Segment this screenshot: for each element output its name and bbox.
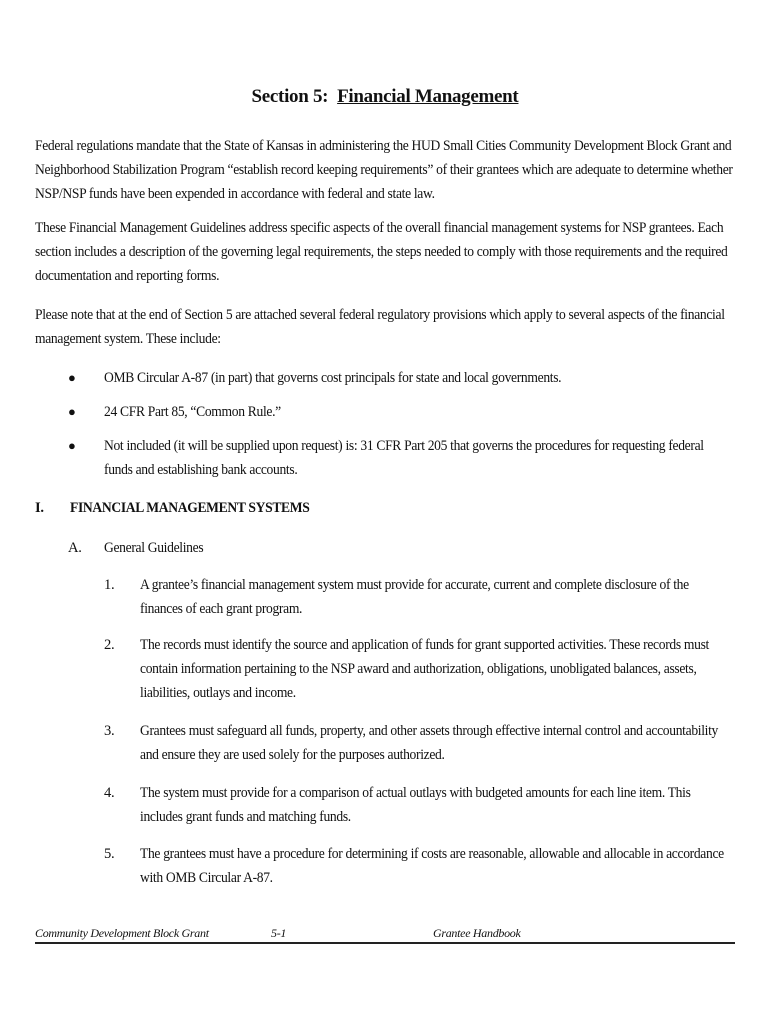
item-number: 4. xyxy=(104,785,115,801)
section-number: I. xyxy=(35,500,44,516)
footer-page-number: 5-1 xyxy=(271,926,287,940)
bullet-text: Not included (it will be supplied upon request) is: 31 CFR Part 205 that governs the procedures for requesting federal funds and establishing bank accounts. xyxy=(104,438,704,478)
bullet-text: OMB Circular A-87 (in part) that governs cost principals for state and local governments. xyxy=(104,370,562,386)
footer-left: Community Development Block Grant xyxy=(35,926,209,940)
title-prefix: Section 5: xyxy=(251,86,329,107)
guidelines-paragraph: These Financial Management Guidelines address specific aspects of the overall financial management systems for NSP grantees. Each section includes a description of the governing legal requirements, the steps needed to comply with those requirements and the required documentation and reporting forms. xyxy=(35,220,728,284)
item-number: 3. xyxy=(104,723,115,739)
footer-right: Grantee Handbook xyxy=(433,926,521,940)
bullet-icon: ● xyxy=(68,370,76,385)
page-title xyxy=(0,86,770,108)
intro-paragraph: Federal regulations mandate that the State of Kansas in administering the HUD Small Cities Community Development Block Grant and Neighborhood Stabilization Program “establish record keeping requirements” of their grantees which are adequate to determine whether NSP/NSP funds have been expended in accordance with federal and state law. xyxy=(35,138,733,202)
page-footer xyxy=(35,926,735,942)
footer-divider xyxy=(35,942,735,944)
bullet-icon: ● xyxy=(68,438,76,453)
item-text: A grantee’s financial management system must provide for accurate, current and complete disclosure of the finances of each grant program. xyxy=(140,577,689,617)
item-number: 5. xyxy=(104,846,115,862)
section-title: FINANCIAL MANAGEMENT SYSTEMS xyxy=(70,500,310,516)
subsection-letter: A. xyxy=(68,540,82,556)
subsection-title: General Guidelines xyxy=(104,540,204,556)
bullet-text: 24 CFR Part 85, “Common Rule.” xyxy=(104,404,281,420)
item-number: 2. xyxy=(104,637,115,653)
item-text: The records must identify the source and application of funds for grant supported activities. These records must contain information pertaining to the NSP award and authorization, obligations, unobligated balances, assets, liabilities, outlays and income. xyxy=(140,637,709,701)
bullet-icon: ● xyxy=(68,404,76,419)
item-text: The grantees must have a procedure for determining if costs are reasonable, allowable and allocable in accordance with OMB Circular A-87. xyxy=(140,846,724,886)
item-text: The system must provide for a comparison of actual outlays with budgeted amounts for each line item. This includes grant funds and matching funds. xyxy=(140,785,691,825)
title-main: Financial Management xyxy=(337,86,519,107)
provisions-paragraph: Please note that at the end of Section 5 are attached several federal regulatory provisions which apply to several aspects of the financial management system. These include: xyxy=(35,307,725,347)
item-number: 1. xyxy=(104,577,115,593)
item-text: Grantees must safeguard all funds, property, and other assets through effective internal control and accountability and ensure they are used solely for the purposes authorized. xyxy=(140,723,719,763)
